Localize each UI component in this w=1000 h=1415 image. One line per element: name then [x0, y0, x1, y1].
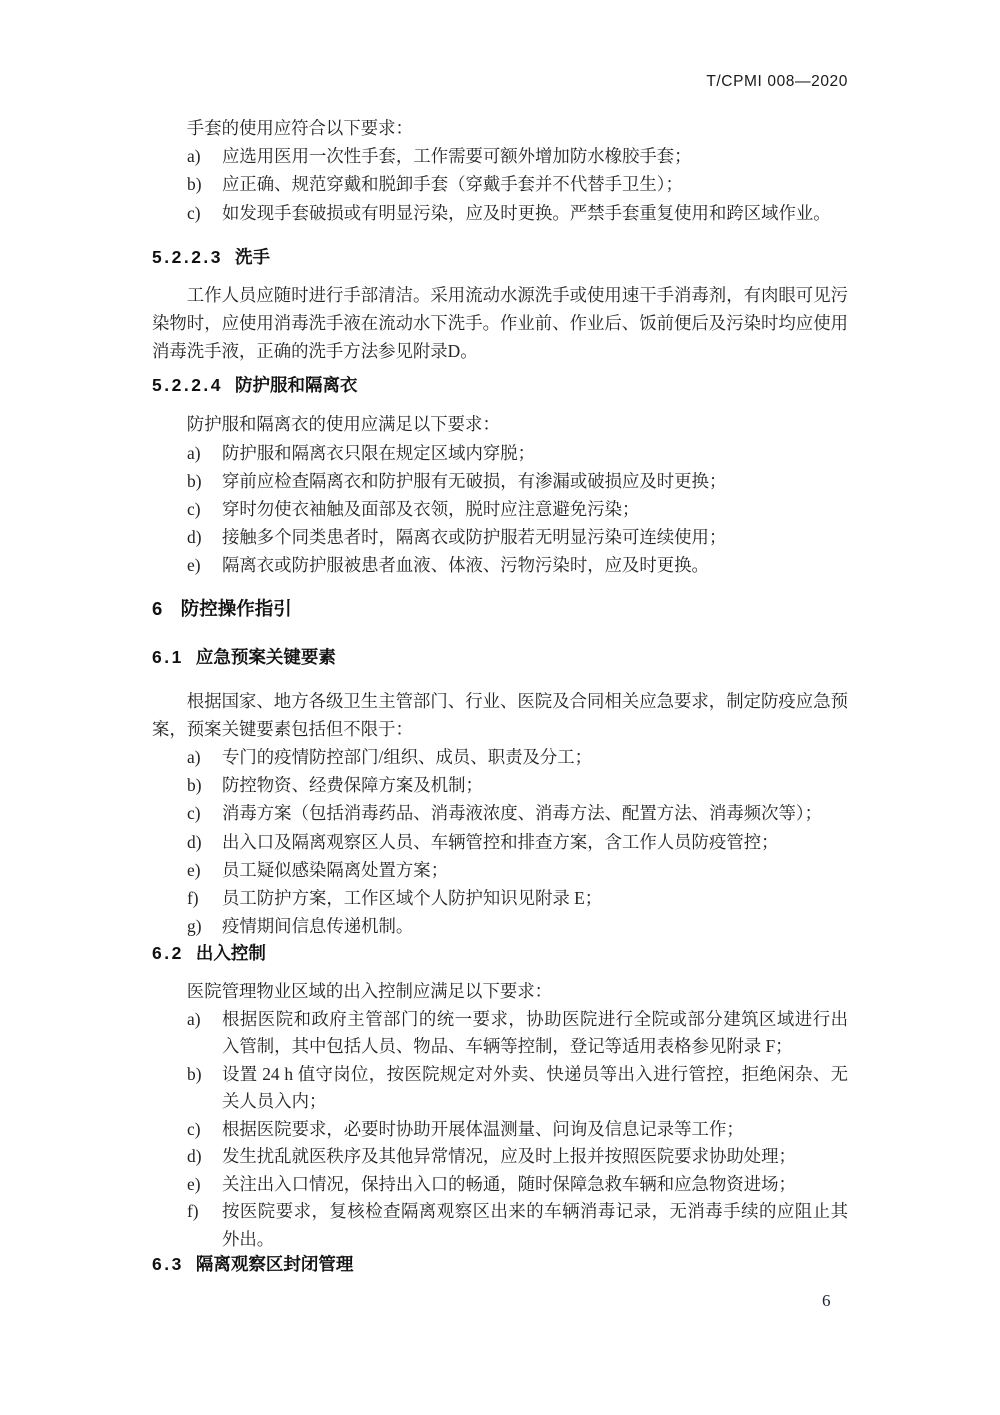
list-item-text: 隔离衣或防护服被患者血液、体液、污物污染时，应及时更换。 — [222, 555, 709, 576]
list-item-text: 穿前应检查隔离衣和防护服有无破损，有渗漏或破损应及时更换； — [222, 470, 727, 491]
list-item — [187, 771, 848, 799]
list-item — [187, 199, 848, 227]
section-title: 出入控制 — [195, 943, 266, 964]
list-item — [187, 170, 848, 198]
list-item-text: 根据医院和政府主管部门的统一要求，协助医院进行全院或部分建筑区域进行出入管制，其中包括人员、物品、车辆等控制，登记等适用表格参见附录 F； — [222, 1008, 848, 1057]
section-number: 5.2.2.4 — [152, 375, 224, 396]
list-item — [187, 1198, 848, 1253]
handwash-paragraph: 工作人员应随时进行手部清洁。采用流动水源洗手或使用速干手消毒剂，有肉眼可见污染物时，应使用消毒洗手液在流动水下洗手。作业前、作业后、饭前便后及污染时均应使用消毒洗手液，正确的洗手方法参见附录D。 — [152, 284, 848, 362]
page-number: 6 — [822, 1291, 831, 1310]
list-item-text: 发生扰乱就医秩序及其他异常情况，应及时上报并按照医院要求协助处理； — [222, 1146, 796, 1167]
list-item-text: 防护服和隔离衣只限在规定区域内穿脱； — [222, 442, 536, 463]
list-marker: a) — [187, 146, 201, 167]
list-item — [187, 1116, 848, 1144]
list-item — [187, 856, 848, 884]
section-heading-6.3 — [152, 1253, 848, 1275]
list-item — [187, 912, 848, 940]
list-marker: e) — [187, 555, 201, 576]
list-marker: a) — [187, 747, 201, 768]
section-number: 5.2.2.3 — [152, 246, 224, 267]
chapter-number: 6 — [152, 597, 165, 619]
list-item — [187, 523, 848, 551]
section-heading-6.2 — [152, 942, 848, 964]
list-marker: d) — [187, 831, 202, 852]
list-item — [187, 467, 848, 495]
list-marker: c) — [187, 1118, 201, 1139]
list-item-text: 消毒方案（包括消毒药品、消毒液浓度、消毒方法、配置方法、消毒频次等）； — [222, 803, 822, 824]
section-title: 隔离观察区封闭管理 — [195, 1254, 354, 1275]
list-item-text: 设置 24 h 值守岗位，按医院规定对外卖、快递员等出入进行管控，拒绝闲杂、无关人员入内； — [222, 1063, 848, 1112]
list-item-text: 员工疑似感染隔离处置方案； — [222, 859, 449, 880]
section-title: 洗手 — [235, 246, 271, 267]
page-content — [152, 114, 848, 1275]
chapter-title: 防控操作指引 — [180, 597, 292, 619]
ppe-intro-paragraph: 防护服和隔离衣的使用应满足以下要求： — [186, 414, 500, 435]
list-item — [187, 743, 848, 771]
list-marker: b) — [187, 174, 202, 195]
list-marker: c) — [187, 202, 201, 223]
list-item-text: 如发现手套破损或有明显污染，应及时更换。严禁手套重复使用和跨区域作业。 — [222, 202, 831, 223]
list-item — [187, 884, 848, 912]
list-item-text: 按医院要求，复核检查隔离观察区出来的车辆消毒记录，无消毒手续的应阻止其外出。 — [222, 1201, 848, 1249]
list-marker: g) — [187, 916, 202, 937]
glove-intro-paragraph: 手套的使用应符合以下要求： — [186, 118, 413, 138]
list-marker: e) — [187, 1173, 201, 1194]
list-item — [187, 1061, 848, 1116]
list-item — [187, 551, 848, 579]
section-title: 防护服和隔离衣 — [235, 375, 358, 396]
list-item-text: 防控物资、经费保障方案及机制； — [222, 775, 483, 796]
list-item-text: 应选用医用一次性手套，工作需要可额外增加防水橡胶手套； — [222, 146, 692, 167]
list-marker: b) — [187, 775, 202, 796]
access-control-list — [187, 1006, 848, 1254]
list-marker: e) — [187, 859, 201, 880]
chapter-heading-6 — [152, 597, 848, 621]
list-marker: f) — [187, 888, 199, 909]
list-item — [187, 799, 848, 827]
section-number: 6.3 — [152, 1254, 184, 1275]
section-title: 应急预案关键要素 — [195, 646, 336, 667]
list-item-text: 根据医院要求，必要时协助开展体温测量、问询及信息记录等工作； — [222, 1118, 744, 1139]
list-marker: b) — [187, 1063, 202, 1084]
list-item-text: 应正确、规范穿戴和脱卸手套（穿戴手套并不代替手卫生）； — [222, 174, 683, 195]
list-item-text: 疫情期间信息传递机制。 — [222, 916, 414, 937]
ppe-requirements-list — [187, 439, 848, 580]
list-marker: c) — [187, 499, 201, 520]
list-item-text: 穿时勿使衣袖触及面部及衣领，脱时应注意避免污染； — [222, 499, 640, 520]
section-number: 6.2 — [152, 943, 184, 964]
list-marker: d) — [187, 1146, 202, 1167]
emergency-plan-paragraph: 根据国家、地方各级卫生主管部门、行业、医院及合同相关应急要求，制定防疫应急预案，预案关键要素包括但不限于： — [152, 690, 848, 739]
list-item — [187, 495, 848, 523]
list-marker: a) — [187, 1008, 201, 1029]
list-item-text: 专门的疫情防控部门/组织、成员、职责及分工； — [222, 747, 593, 768]
list-item — [187, 828, 848, 856]
list-item — [187, 142, 848, 170]
list-item — [187, 1006, 848, 1061]
list-marker: d) — [187, 527, 202, 548]
glove-requirements-list — [187, 142, 848, 227]
list-marker: c) — [187, 803, 201, 824]
section-heading-6.1 — [152, 646, 848, 668]
list-item-text: 关注出入口情况，保持出入口的畅通，随时保障急救车辆和应急物资进场； — [222, 1173, 796, 1194]
list-marker: f) — [187, 1201, 199, 1222]
section-heading-5.2.2.3 — [152, 246, 848, 268]
doc-code-header: T/CPMI 008—2020 — [706, 73, 848, 90]
list-item — [187, 1143, 848, 1171]
list-item-text: 出入口及隔离观察区人员、车辆管控和排查方案，含工作人员防疫管控； — [222, 831, 779, 852]
access-control-intro-paragraph: 医院管理物业区域的出入控制应满足以下要求： — [186, 981, 553, 1002]
list-item-text: 员工防护方案，工作区域个人防护知识见附录 E； — [222, 888, 603, 909]
section-heading-5.2.2.4 — [152, 374, 848, 396]
list-item — [187, 439, 848, 467]
list-item-text: 接触多个同类患者时，隔离衣或防护服若无明显污染可连续使用； — [222, 527, 727, 548]
list-item — [187, 1171, 848, 1199]
list-marker: b) — [187, 470, 202, 491]
list-marker: a) — [187, 442, 201, 463]
section-number: 6.1 — [152, 646, 184, 667]
emergency-plan-list — [187, 743, 848, 940]
